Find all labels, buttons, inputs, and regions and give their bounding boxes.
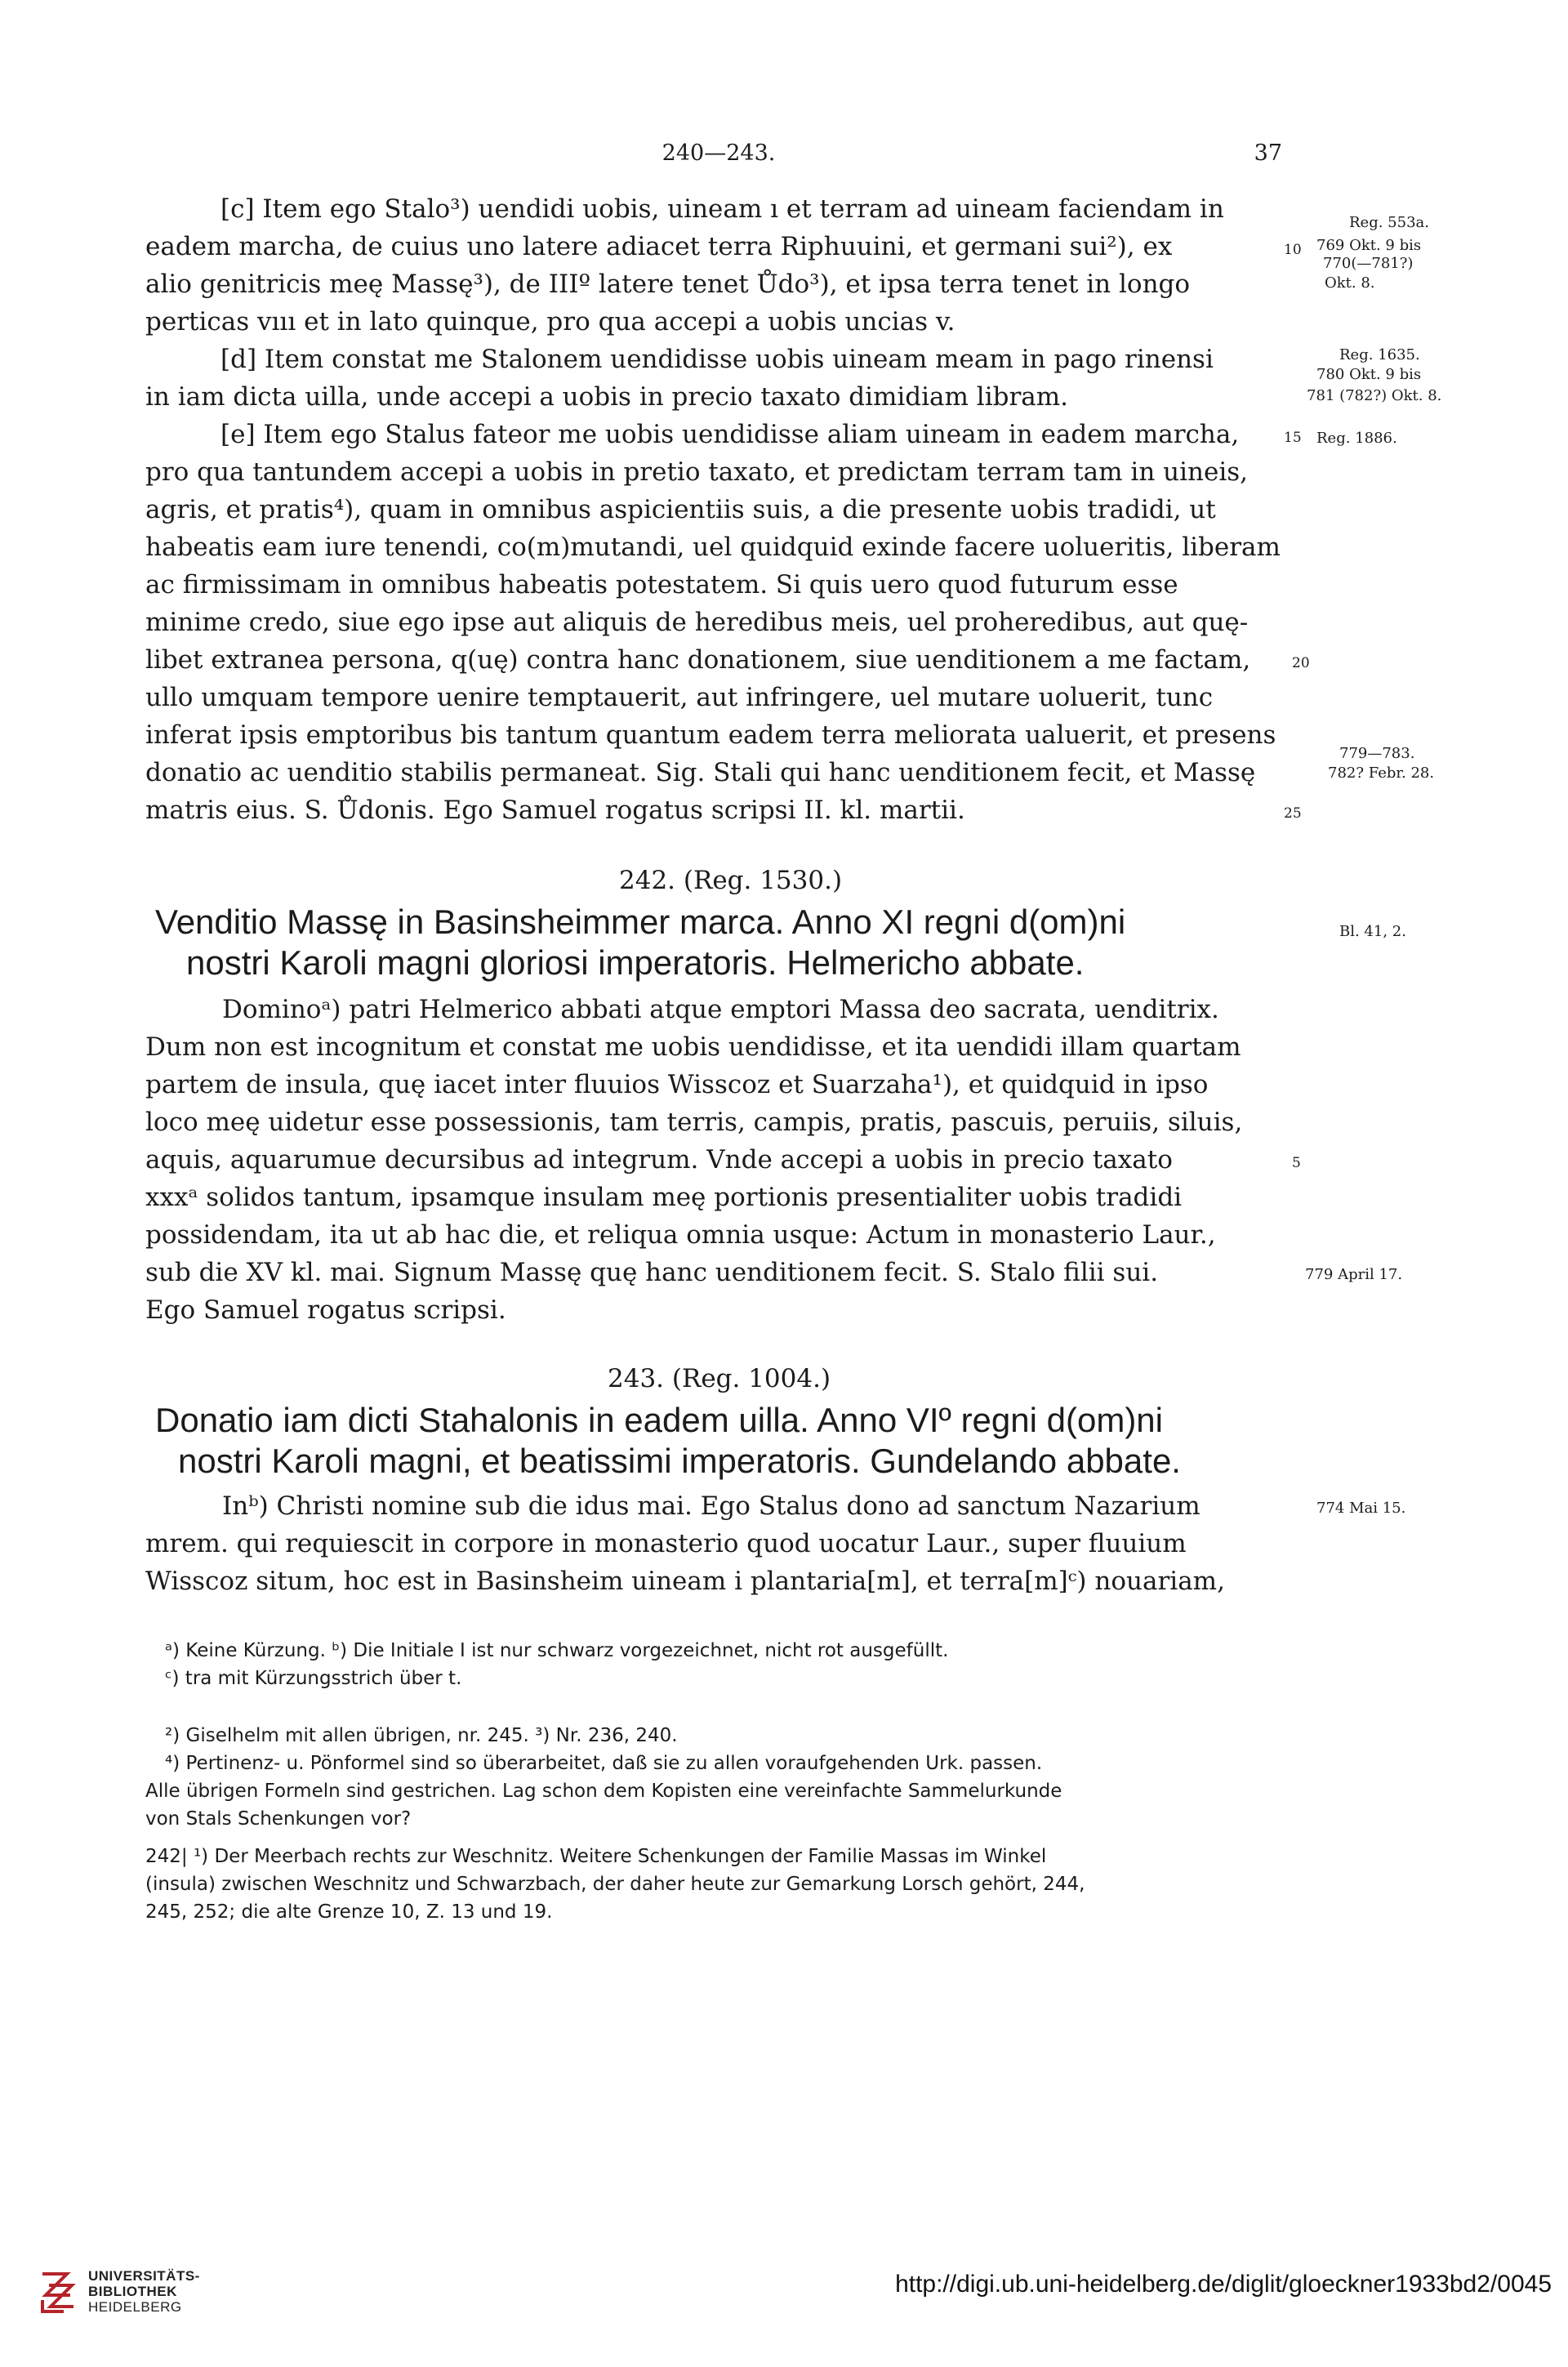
text-line: matris eius. S. Ůdonis. Ego Samuel rogatus scripsi II. kl. martii. [145, 796, 965, 825]
text-line: ac firmissimam in omnibus habeatis potestatem. Si quis uero quod futurum esse [145, 570, 1178, 600]
margin-note: 769 Okt. 9 bis [1316, 237, 1422, 254]
line-number: 10 [1284, 242, 1302, 258]
footnote: 245, 252; die alte Grenze 10, Z. 13 und 19. [145, 1901, 553, 1923]
margin-note: 781 (782?) Okt. 8. [1307, 387, 1442, 404]
footnote: ⁴) Pertinenz- u. Pönformel sind so überarbeitet, daß sie zu allen voraufgehenden Urk. passen. [165, 1753, 1043, 1774]
text-line: xxxᵃ solidos tantum, ipsamque insulam meę portionis presentialiter uobis tradidi [145, 1183, 1183, 1212]
footnote: von Stals Schenkungen vor? [145, 1808, 412, 1830]
line-number: 25 [1284, 805, 1302, 822]
margin-note: Reg. 1635. [1339, 346, 1420, 363]
text-line: [c] Item ego Stalo³) uendidi uobis, uineam ı et terram ad uineam faciendam in [220, 194, 1224, 224]
footnote: ᶜ) tra mit Kürzungsstrich über t. [165, 1668, 462, 1689]
text-line: [d] Item constat me Stalonem uendidisse uobis uineam meam in pago rinensi [220, 345, 1214, 374]
line-number: 5 [1292, 1155, 1301, 1171]
text-line: Dominoᵃ) patri Helmerico abbati atque emptori Massa deo sacrata, uenditrix. [222, 995, 1219, 1024]
text-line: mrem. qui requiescit in corpore in monasterio quod uocatur Laur., super fluuium [145, 1529, 1187, 1558]
margin-note: 780 Okt. 9 bis [1316, 366, 1422, 383]
text-line: Inᵇ) Christi nomine sub die idus mai. Ego Stalus dono ad sanctum Nazarium [222, 1491, 1200, 1521]
library-name [88, 2268, 200, 2315]
text-line: sub die XV kl. mai. Signum Massę quę hanc uenditionem fecit. S. Stalo filii sui. [145, 1258, 1159, 1287]
line-number: 15 [1284, 430, 1302, 446]
margin-note: Reg. 1886. [1316, 430, 1397, 447]
footnote: ²) Giselhelm mit allen übrigen, nr. 245. ³) Nr. 236, 240. [165, 1725, 678, 1746]
document-heading: 243. (Reg. 1004.) [608, 1364, 831, 1393]
text-line: partem de insula, quę iacet inter fluuios Wisscoz et Suarzaha¹), et quidquid in ipso [145, 1070, 1209, 1099]
document-title-line: Venditio Massę in Basinsheimmer marca. Anno XI regni d(om)ni [155, 903, 1126, 941]
footnote: 242| ¹) Der Meerbach rechts zur Weschnitz. Weitere Schenkungen der Familie Massas im Winkel [145, 1846, 1047, 1867]
text-line: Ego Samuel rogatus scripsi. [145, 1295, 506, 1325]
text-line: agris, et pratis⁴), quam in omnibus aspicientiis suis, a die presente uobis tradidi, ut [145, 495, 1216, 524]
text-line: loco meę uidetur esse possessionis, tam terris, campis, pratis, pascuis, peruiis, siluis, [145, 1108, 1243, 1137]
margin-reference: Bl. 41, 2. [1339, 923, 1406, 940]
text-line: alio genitricis meę Massę³), de IIIº latere tenet Ůdo³), et ipsa terra tenet in longo [145, 270, 1191, 299]
text-line: inferat ipsis emptoribus bis tantum quantum eadem terra meliorata ualuerit, et presens [145, 720, 1276, 750]
text-line: eadem marcha, de cuius uno latere adiacet terra Riphuuini, et germani sui²), ex [145, 232, 1173, 261]
footnote: Alle übrigen Formeln sind gestrichen. Lag schon dem Kopisten eine vereinfachte Sammelurkunde [145, 1781, 1062, 1802]
source-url-link[interactable]: http://digi.ub.uni-heidelberg.de/diglit/gloeckner1933bd2/0045 [895, 2271, 1552, 2298]
margin-note: 782? Febr. 28. [1328, 764, 1435, 782]
margin-note: Reg. 553a. [1349, 214, 1429, 231]
document-title-line: Donatio iam dicti Stahalonis in eadem uilla. Anno VIº regni d(om)ni [155, 1401, 1163, 1439]
text-line: ullo umquam tempore uenire temptauerit, aut infringere, uel mutare uoluerit, tunc [145, 683, 1214, 712]
text-line: aquis, aquarumue decursibus ad integrum. Vnde accepi a uobis in precio taxato [145, 1145, 1173, 1175]
text-line: possidendam, ita ut ab hac die, et reliqua omnia usque: Actum in monasterio Laur., [145, 1220, 1216, 1250]
page-range: 240—243. [662, 140, 776, 166]
library-logo-icon [39, 2267, 77, 2315]
text-line: perticas vııı et in lato quinque, pro qua accepi a uobis uncias v. [145, 307, 956, 337]
text-line: minime credo, siue ego ipse aut aliquis de heredibus meis, uel proheredibus, aut quę- [145, 608, 1249, 637]
page-number: 37 [1254, 140, 1282, 166]
footnote: ᵃ) Keine Kürzung. ᵇ) Die Initiale I ist nur schwarz vorgezeichnet, nicht rot ausgefüllt. [165, 1640, 949, 1661]
library-name-line: BIBLIOTHEK [88, 2284, 177, 2299]
text-line: [e] Item ego Stalus fateor me uobis uendidisse aliam uineam in eadem marcha, [220, 420, 1240, 449]
library-name-line: UNIVERSITÄTS- [88, 2268, 200, 2284]
document-heading: 242. (Reg. 1530.) [619, 866, 843, 895]
margin-date: 774 Mai 15. [1316, 1500, 1406, 1517]
text-line: pro qua tantundem accepi a uobis in pretio taxato, et predictam terram tam in uineis, [145, 457, 1249, 487]
document-title-line: nostri Karoli magni, et beatissimi imperatoris. Gundelando abbate. [178, 1442, 1181, 1480]
line-number: 20 [1292, 655, 1310, 671]
document-title-line: nostri Karoli magni gloriosi imperatoris. Helmericho abbate. [186, 943, 1085, 982]
margin-note: Okt. 8. [1325, 274, 1375, 292]
text-line: Dum non est incognitum et constat me uobis uendidisse, et ita uendidi illam quartam [145, 1032, 1241, 1062]
margin-note: 779—783. [1339, 745, 1415, 762]
library-name-line: HEIDELBERG [88, 2299, 182, 2315]
margin-note: 770(—781?) [1323, 255, 1414, 272]
footnote: (insula) zwischen Weschnitz und Schwarzbach, der daher heute zur Gemarkung Lorsch gehört, 244, [145, 1874, 1085, 1895]
text-line: in iam dicta uilla, unde accepi a uobis in precio taxato dimidiam libram. [145, 382, 1069, 412]
text-line: libet extranea persona, q(uę) contra hanc donationem, siue uenditionem a me factam, [145, 645, 1251, 675]
text-line: Wisscoz situm, hoc est in Basinsheim uineam i plantaria[m], et terra[m]ᶜ) nouariam, [145, 1567, 1225, 1596]
margin-date: 779 April 17. [1305, 1266, 1403, 1283]
running-header [155, 140, 1282, 173]
text-line: habeatis eam iure tenendi, co(m)mutandi, uel quidquid exinde facere uolueritis, liberam [145, 533, 1281, 562]
text-line: donatio ac uenditio stabilis permaneat. Sig. Stali qui hanc uenditionem fecit, et Massę [145, 758, 1256, 787]
